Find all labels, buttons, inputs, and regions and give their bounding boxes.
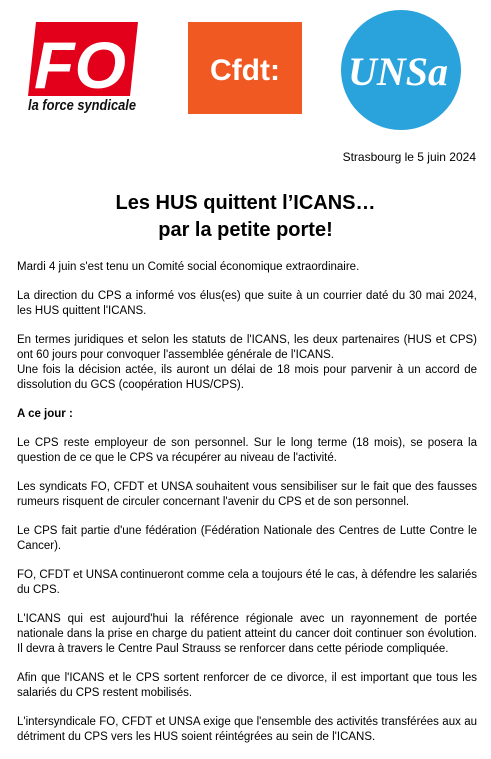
fo-logo-letters: FO	[34, 28, 126, 102]
paragraph: L'ICANS qui est aujourd'hui la référence régionale avec un rayonnement de portée nationale dans la prise en charge du patient atteint du cancer doit continuer son évolution. Il devra à travers le Centre Paul Strauss se renforcer dans cette période compliquée.	[17, 613, 477, 655]
dateline: Strasbourg le 5 juin 2024	[342, 150, 476, 164]
paragraph: Mardi 4 juin s'est tenu un Comité social économique extraordinaire.	[17, 261, 360, 273]
paragraph: L'intersyndicale FO, CFDT et UNSA exige que l'ensemble des activités transférées aux au détriment du CPS vers les HUS soient réintégrées au sein de l'ICANS.	[17, 716, 477, 743]
paragraph: La direction du CPS a informé vos élus(es) que suite à un courrier daté du 30 mai 2024, les HUS quittent l'ICANS.	[17, 290, 477, 317]
paragraph: Le CPS fait partie d'une fédération (Fédération Nationale des Centres de Lutte Contre le Cancer).	[17, 525, 477, 552]
title-line-1: Les HUS quittent l’ICANS…	[115, 192, 376, 214]
fo-logo	[26, 22, 138, 114]
paragraph: Le CPS reste employeur de son personnel. Sur le long terme (18 mois), se posera la question de ce que le CPS va récupérer au niveau de l'activité.	[17, 437, 477, 464]
unsa-logo	[340, 9, 462, 131]
cfdt-logo-text: Cfdt:	[210, 54, 280, 87]
paragraph: Les syndicats FO, CFDT et UNSA souhaitent vous sensibiliser sur le fait que des fausses rumeurs risquent de circuler concernant l'avenir du CPS et de son personnel.	[17, 481, 477, 508]
cfdt-logo	[188, 22, 302, 114]
section-heading: A ce jour :	[17, 408, 73, 420]
paragraph: Afin que l'ICANS et le CPS sortent renforcer de ce divorce, il est important que tous les salariés du CPS restent mobilisés.	[17, 672, 477, 699]
logo-header	[0, 0, 491, 130]
fo-logo-tagline: la force syndicale	[28, 97, 136, 114]
unsa-logo-text: UNSa	[347, 49, 449, 94]
document-title	[0, 190, 491, 244]
paragraph: FO, CFDT et UNSA continueront comme cela a toujours été le cas, à défendre les salariés du CPS.	[17, 569, 477, 596]
paragraph: En termes juridiques et selon les statuts de l'ICANS, les deux partenaires (HUS et CPS) ont 60 jours pour convoquer l'assemblée générale de l'ICANS. Une fois la décision actée, ils auront un délai de 18 mois pour parvenir à un accord de dissolution du GCS (coopération HUS/CPS).	[17, 334, 477, 391]
title-line-2: par la petite porte!	[158, 219, 333, 241]
document-body	[17, 260, 477, 759]
